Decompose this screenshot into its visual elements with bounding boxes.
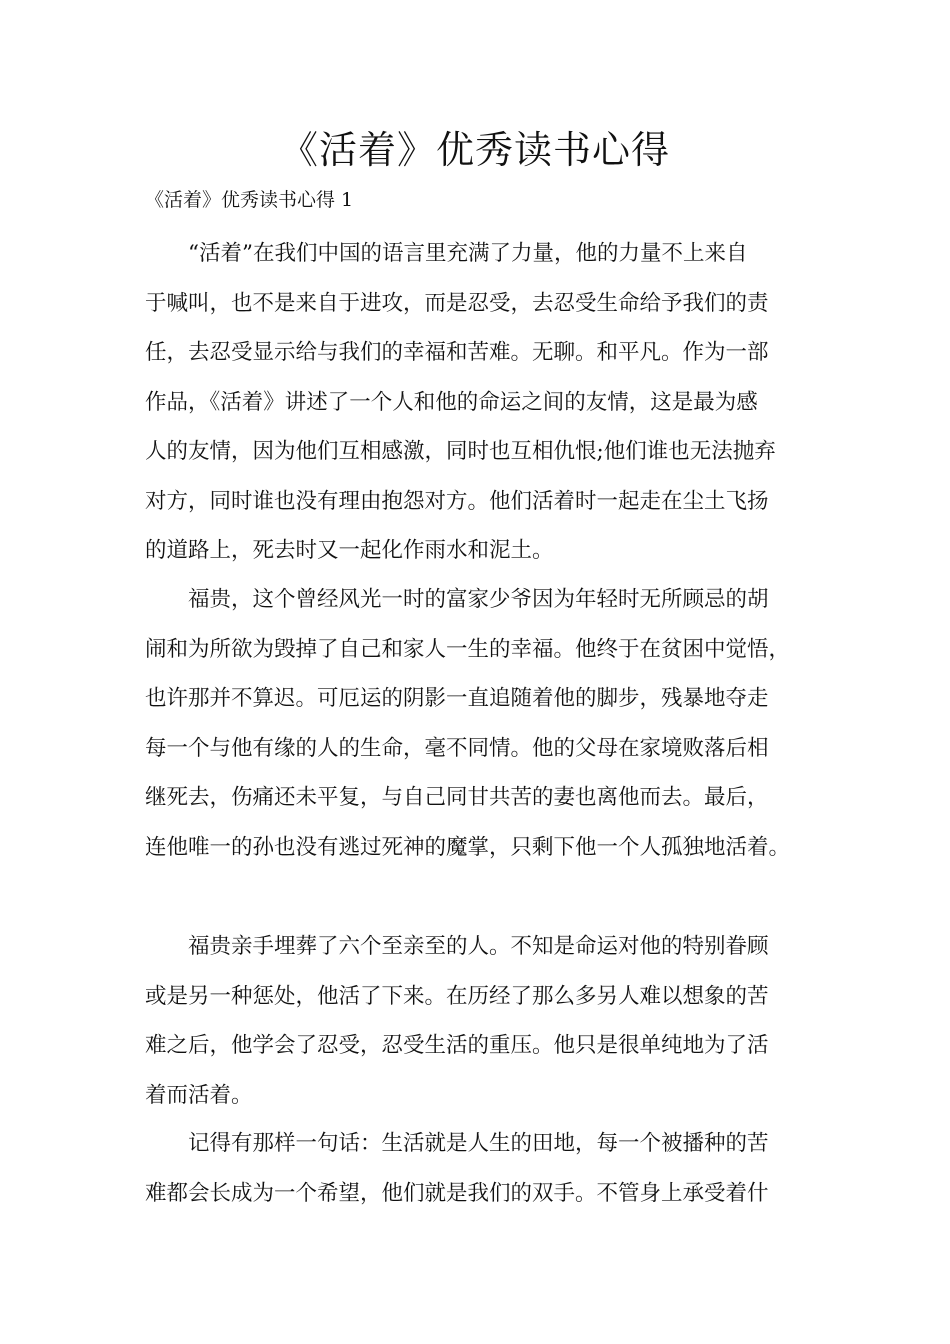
text-line: 闹和为所欲为毁掉了自己和家人一生的幸福。他终于在贫困中觉悟， <box>145 636 791 662</box>
text-line: 福贵，这个曾经风光一时的富家少爷因为年轻时无所顾忌的胡 <box>188 587 769 612</box>
text-line: 对方，同时谁也没有理由抱怨对方。他们活着时一起走在尘土飞扬 <box>145 488 769 514</box>
text-line: 也许那并不算迟。可厄运的阴影一直追随着他的脚步，残暴地夺走 <box>145 686 769 711</box>
text-line: 作品，《活着》讲述了一个人和他的命运之间的友情，这是最为感 <box>145 389 758 415</box>
text-line: 记得有那样一句话：生活就是人生的田地，每一个被播种的苦 <box>188 1131 769 1156</box>
text-line: 于喊叫，也不是来自于进攻，而是忍受，去忍受生命给予我们的责 <box>145 290 769 316</box>
paragraph-1 <box>145 229 807 576</box>
document-title: 《活着》优秀读书心得 <box>279 128 670 172</box>
paragraph-2 <box>145 575 807 872</box>
text-line: 每一个与他有缘的人的生命，毫不同情。他的父母在家境败落后相 <box>145 735 769 761</box>
text-line: 或是另一种惩处，他活了下来。在历经了那么多另人难以想象的苦 <box>145 983 769 1009</box>
text-line: 的道路上，死去时又一起化作雨水和泥土。 <box>145 538 554 563</box>
section-heading: 《活着》优秀读书心得 1 <box>145 189 354 211</box>
text-line: “活着”在我们中国的语言里充满了力量，他的力量不上来自 <box>188 241 748 266</box>
paragraph-4 <box>145 1119 807 1218</box>
text-line: 福贵亲手埋葬了六个至亲至的人。不知是命运对他的特别眷顾 <box>188 934 769 959</box>
text-line: 连他唯一的孙也没有逃过死神的魔掌，只剩下他一个人孤独地活着。 <box>145 834 791 860</box>
text-line: 难之后，他学会了忍受，忍受生活的重压。他只是很单纯地为了活 <box>145 1033 769 1058</box>
text-line: 难都会长成为一个希望，他们就是我们的双手。不管身上承受着什 <box>145 1180 769 1206</box>
text-line: 人的友情，因为他们互相感激，同时也互相仇恨;他们谁也无法抛弃 <box>145 439 776 464</box>
paragraph-3 <box>145 922 807 1120</box>
text-line: 着而活着。 <box>145 1082 253 1108</box>
text-line: 继死去，伤痛还未平复，与自己同甘共苦的妻也离他而去。最后， <box>145 785 769 810</box>
text-line: 任，去忍受显示给与我们的幸福和苦难。无聊。和平凡。作为一部 <box>145 340 769 365</box>
